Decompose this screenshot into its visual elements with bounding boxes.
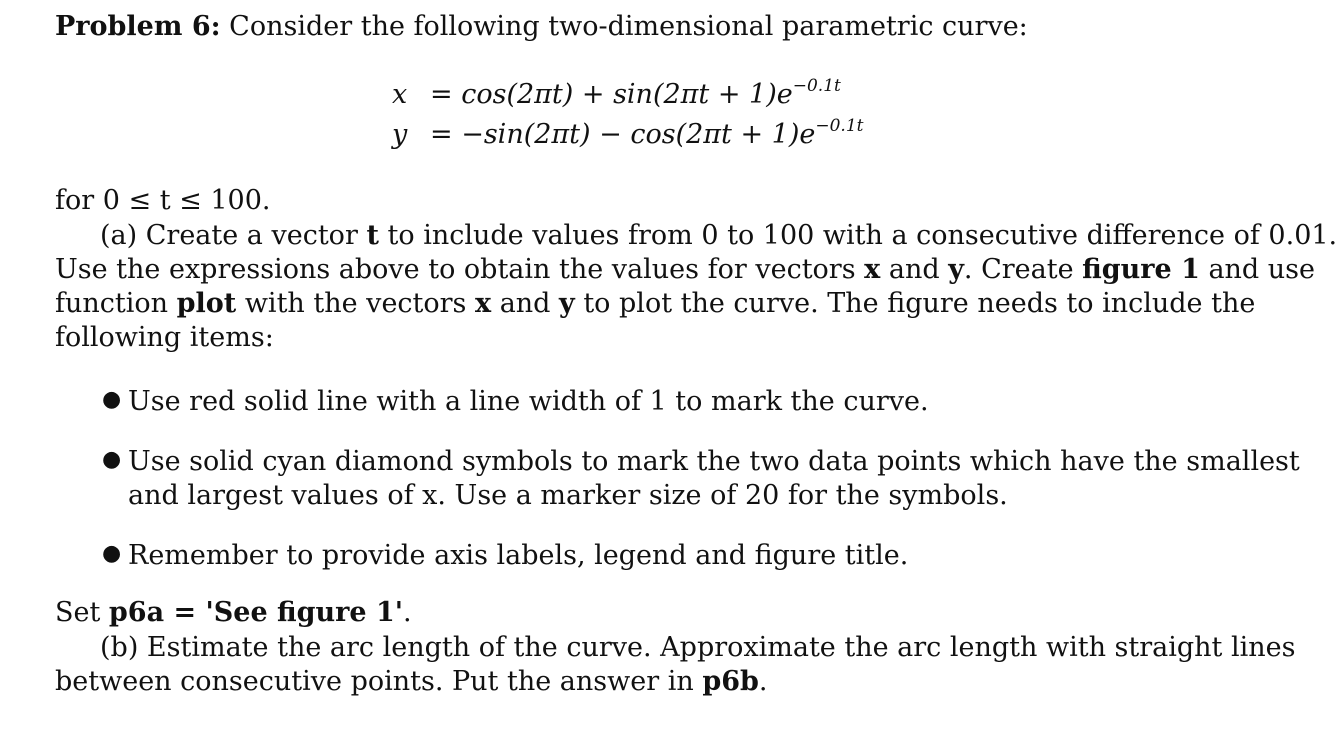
figure-1-label: figure 1 bbox=[1082, 254, 1200, 285]
equation-y-body: = −sin(2πt) − cos(2πt + 1)e bbox=[430, 119, 816, 150]
equation-y-rhs bbox=[430, 118, 863, 152]
vector-y: y bbox=[559, 288, 575, 319]
equation-x-exponent: −0.1t bbox=[792, 76, 841, 96]
equation-x bbox=[392, 78, 407, 112]
part-a-text: and bbox=[880, 254, 949, 285]
equation-x-rhs bbox=[430, 78, 841, 112]
bullet-2-line-1: Use solid cyan diamond symbols to mark the two data points which have the smallest bbox=[128, 446, 1300, 477]
bullet-3: Remember to provide axis labels, legend and figure title. bbox=[128, 540, 909, 571]
p6a-assignment: p6a = 'See figure 1' bbox=[108, 597, 404, 628]
part-b-line-2 bbox=[55, 665, 767, 699]
part-a-text: to include values from 0 to 100 with a consecutive difference of 0.01. bbox=[378, 220, 1337, 251]
bullet-icon: ● bbox=[102, 447, 122, 472]
part-a-text: Use the expressions above to obtain the values for vectors bbox=[55, 254, 865, 285]
part-a-text: function bbox=[55, 288, 177, 319]
part-b-text: between consecutive points. Put the answer in bbox=[55, 666, 703, 697]
set-text: . bbox=[403, 597, 412, 628]
vector-y: y bbox=[948, 254, 964, 285]
set-text: Set bbox=[55, 597, 109, 628]
equation-y bbox=[392, 118, 407, 152]
problem-intro: Consider the following two-dimensional parametric curve: bbox=[229, 11, 1028, 42]
p6b-variable: p6b bbox=[702, 666, 759, 697]
part-a-line-3 bbox=[55, 287, 1255, 321]
bullet-icon: ● bbox=[102, 387, 122, 412]
part-a-text: (a) Create a vector bbox=[100, 220, 367, 251]
problem-heading: Problem 6: bbox=[55, 11, 221, 42]
equation-y-exponent: −0.1t bbox=[815, 116, 864, 136]
set-p6a-line bbox=[55, 596, 412, 630]
bullet-2-line-2: and largest values of x. Use a marker size of 20 for the symbols. bbox=[128, 480, 1008, 511]
plot-function: plot bbox=[176, 288, 237, 319]
part-a-text: with the vectors bbox=[236, 288, 475, 319]
part-a-text: to plot the curve. The figure needs to include the bbox=[574, 288, 1256, 319]
part-a-line-1 bbox=[100, 219, 1337, 253]
part-a-text: . Create bbox=[963, 254, 1083, 285]
vector-t: t bbox=[366, 220, 379, 251]
bullet-1: Use red solid line with a line width of 1 to mark the curve. bbox=[128, 386, 929, 417]
problem-intro-line bbox=[55, 10, 1028, 44]
part-a-line-4: following items: bbox=[55, 322, 274, 353]
equation-y-var: y bbox=[392, 119, 408, 150]
vector-x: x bbox=[864, 254, 881, 285]
domain-text: for 0 ≤ t ≤ 100. bbox=[55, 185, 271, 216]
vector-x: x bbox=[475, 288, 492, 319]
equation-x-body: = cos(2πt) + sin(2πt + 1)e bbox=[430, 79, 793, 110]
part-b-line-1: (b) Estimate the arc length of the curve. Approximate the arc length with straight lines bbox=[100, 632, 1296, 663]
bullet-icon: ● bbox=[102, 541, 122, 566]
part-a-text: and bbox=[491, 288, 560, 319]
part-a-text: and use bbox=[1199, 254, 1316, 285]
equation-x-var: x bbox=[392, 79, 408, 110]
part-a-line-2 bbox=[55, 253, 1315, 287]
part-b-text: . bbox=[758, 666, 768, 697]
